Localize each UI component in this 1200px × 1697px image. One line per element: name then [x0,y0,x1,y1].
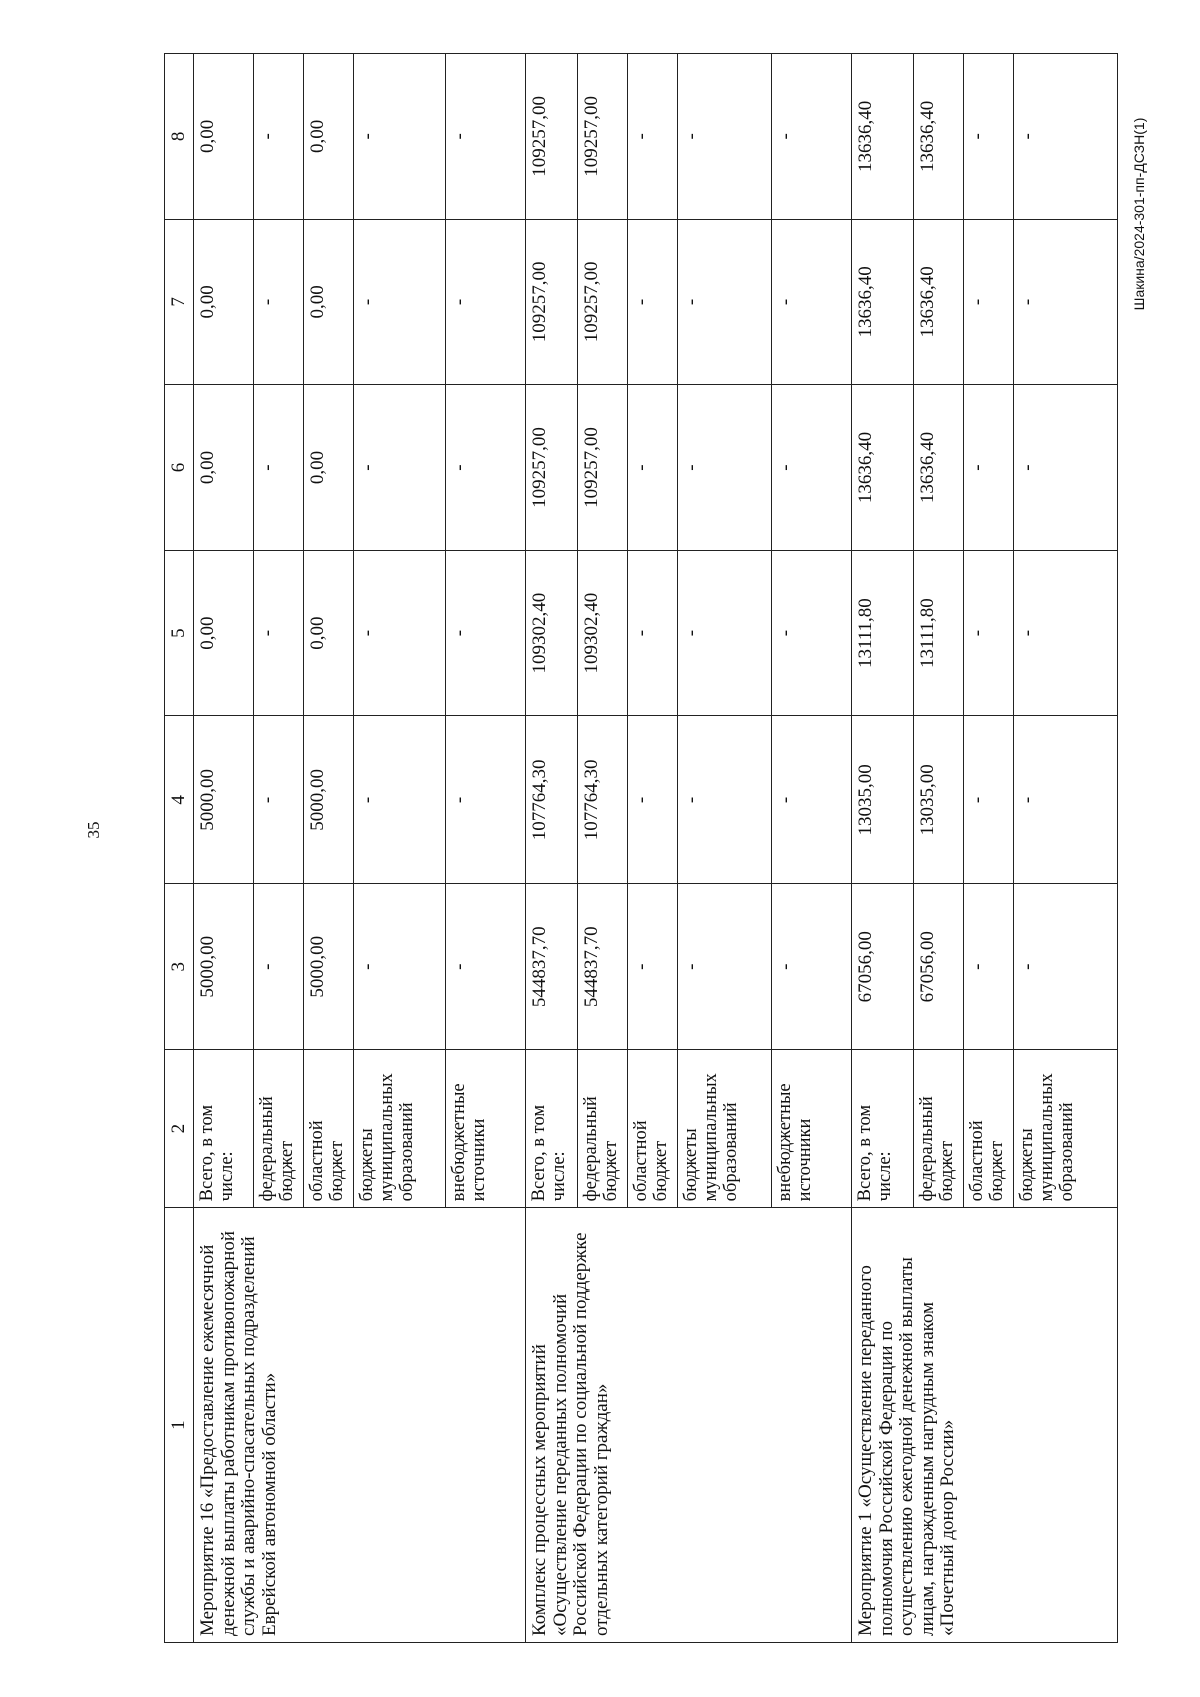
amount-cell: - [446,54,526,220]
amount-cell: 67056,00 [852,884,914,1050]
amount-cell: - [1014,716,1118,884]
amount-cell: 13636,40 [852,219,914,385]
header-cell: 4 [165,716,194,884]
header-cell: 6 [165,385,194,551]
amount-cell: 13111,80 [914,550,964,716]
measure-name: Мероприятие 1 «Осуществление переданного полномочия Российской Федерации по осуществлению ежегодной денежной выплаты лицам, награжденным нагрудным знаком «Почетный донор России» [852,1208,1118,1643]
amount-cell: - [254,884,304,1050]
amount-cell: - [446,219,526,385]
table-row [194,54,254,1643]
amount-cell: - [354,884,446,1050]
amount-cell: 5000,00 [304,884,354,1050]
funding-source: областной бюджет [304,1050,354,1208]
amount-cell: - [628,884,678,1050]
amount-cell: - [446,550,526,716]
funding-source: внебюджетные источники [446,1050,526,1208]
amount-cell: - [678,219,772,385]
header-cell: 7 [165,219,194,385]
funding-source: бюджеты муниципальных образований [678,1050,772,1208]
amount-cell: 0,00 [304,550,354,716]
page-number: 35 [84,821,103,839]
funding-source: федеральный бюджет [914,1050,964,1208]
amount-cell: 13636,40 [914,54,964,220]
funding-source: Всего, в том числе: [194,1050,254,1208]
amount-cell: - [772,716,852,884]
measure-name: Комплекс процессных мероприятий «Осуществление переданных полномочий Российской Федерации по социальной поддержке отдельных категорий граждан» [526,1208,852,1643]
amount-cell: - [964,385,1014,551]
funding-source: бюджеты муниципальных образований [354,1050,446,1208]
header-row [165,54,194,1643]
amount-cell: 0,00 [194,219,254,385]
amount-cell: 109302,40 [578,550,628,716]
header-cell: 3 [165,884,194,1050]
amount-cell: - [354,219,446,385]
amount-cell: - [772,884,852,1050]
amount-cell: 5000,00 [194,716,254,884]
table-row [526,54,578,1643]
funding-source: бюджеты муниципальных образований [1014,1050,1118,1208]
amount-cell: 544837,70 [578,884,628,1050]
amount-cell: 0,00 [194,54,254,220]
funding-source: Всего, в том числе: [852,1050,914,1208]
amount-cell: - [1014,884,1118,1050]
amount-cell: 13636,40 [914,219,964,385]
amount-cell: 109257,00 [578,54,628,220]
amount-cell: 13035,00 [852,716,914,884]
amount-cell: - [772,385,852,551]
funding-source: областной бюджет [628,1050,678,1208]
funding-source: федеральный бюджет [578,1050,628,1208]
amount-cell: - [1014,550,1118,716]
amount-cell: - [678,550,772,716]
amount-cell: 109257,00 [526,219,578,385]
amount-cell: - [446,716,526,884]
amount-cell: 13636,40 [852,385,914,551]
amount-cell: 107764,30 [526,716,578,884]
amount-cell: 13636,40 [914,385,964,551]
amount-cell: 0,00 [304,54,354,220]
amount-cell: - [964,550,1014,716]
amount-cell: - [628,716,678,884]
amount-cell: - [964,54,1014,220]
header-cell: 1 [165,1208,194,1643]
amount-cell: 109257,00 [578,385,628,551]
document-code: Шакина/2024-301-пп-ДСЗН(1) [1131,117,1147,311]
amount-cell: - [772,54,852,220]
amount-cell: 544837,70 [526,884,578,1050]
amount-cell: - [254,219,304,385]
amount-cell: 13636,40 [852,54,914,220]
measure-name: Мероприятие 16 «Предоставление ежемесячной денежной выплаты работникам противопожарной службы и аварийно-спасательных подразделений Еврейской автономной области» [194,1208,526,1643]
amount-cell: - [678,884,772,1050]
funding-source: Всего, в том числе: [526,1050,578,1208]
amount-cell: - [354,716,446,884]
amount-cell: 0,00 [304,385,354,551]
amount-cell: - [772,219,852,385]
amount-cell: - [964,219,1014,385]
amount-cell: 5000,00 [194,884,254,1050]
amount-cell: - [964,716,1014,884]
header-cell: 5 [165,550,194,716]
amount-cell: 5000,00 [304,716,354,884]
amount-cell: 109257,00 [526,385,578,551]
header-cell: 8 [165,54,194,220]
amount-cell: - [964,884,1014,1050]
amount-cell: - [1014,54,1118,220]
amount-cell: - [446,385,526,551]
amount-cell: 13035,00 [914,716,964,884]
amount-cell: 0,00 [194,550,254,716]
amount-cell: 13111,80 [852,550,914,716]
amount-cell: 109302,40 [526,550,578,716]
amount-cell: - [446,884,526,1050]
amount-cell: 0,00 [304,219,354,385]
amount-cell: - [628,385,678,551]
amount-cell: - [254,54,304,220]
table-row [852,54,914,1643]
budget-table [164,53,1118,1643]
funding-source: федеральный бюджет [254,1050,304,1208]
amount-cell: - [354,550,446,716]
amount-cell: - [1014,385,1118,551]
amount-cell: 109257,00 [526,54,578,220]
amount-cell: - [254,716,304,884]
amount-cell: 107764,30 [578,716,628,884]
amount-cell: - [628,550,678,716]
amount-cell: - [354,385,446,551]
header-cell: 2 [165,1050,194,1208]
amount-cell: - [628,219,678,385]
amount-cell: 109257,00 [578,219,628,385]
amount-cell: - [254,550,304,716]
amount-cell: 0,00 [194,385,254,551]
amount-cell: - [772,550,852,716]
amount-cell: 67056,00 [914,884,964,1050]
amount-cell: - [354,54,446,220]
amount-cell: - [678,385,772,551]
funding-source: внебюджетные источники [772,1050,852,1208]
funding-source: областной бюджет [964,1050,1014,1208]
amount-cell: - [1014,219,1118,385]
amount-cell: - [678,54,772,220]
amount-cell: - [628,54,678,220]
amount-cell: - [678,716,772,884]
amount-cell: - [254,385,304,551]
